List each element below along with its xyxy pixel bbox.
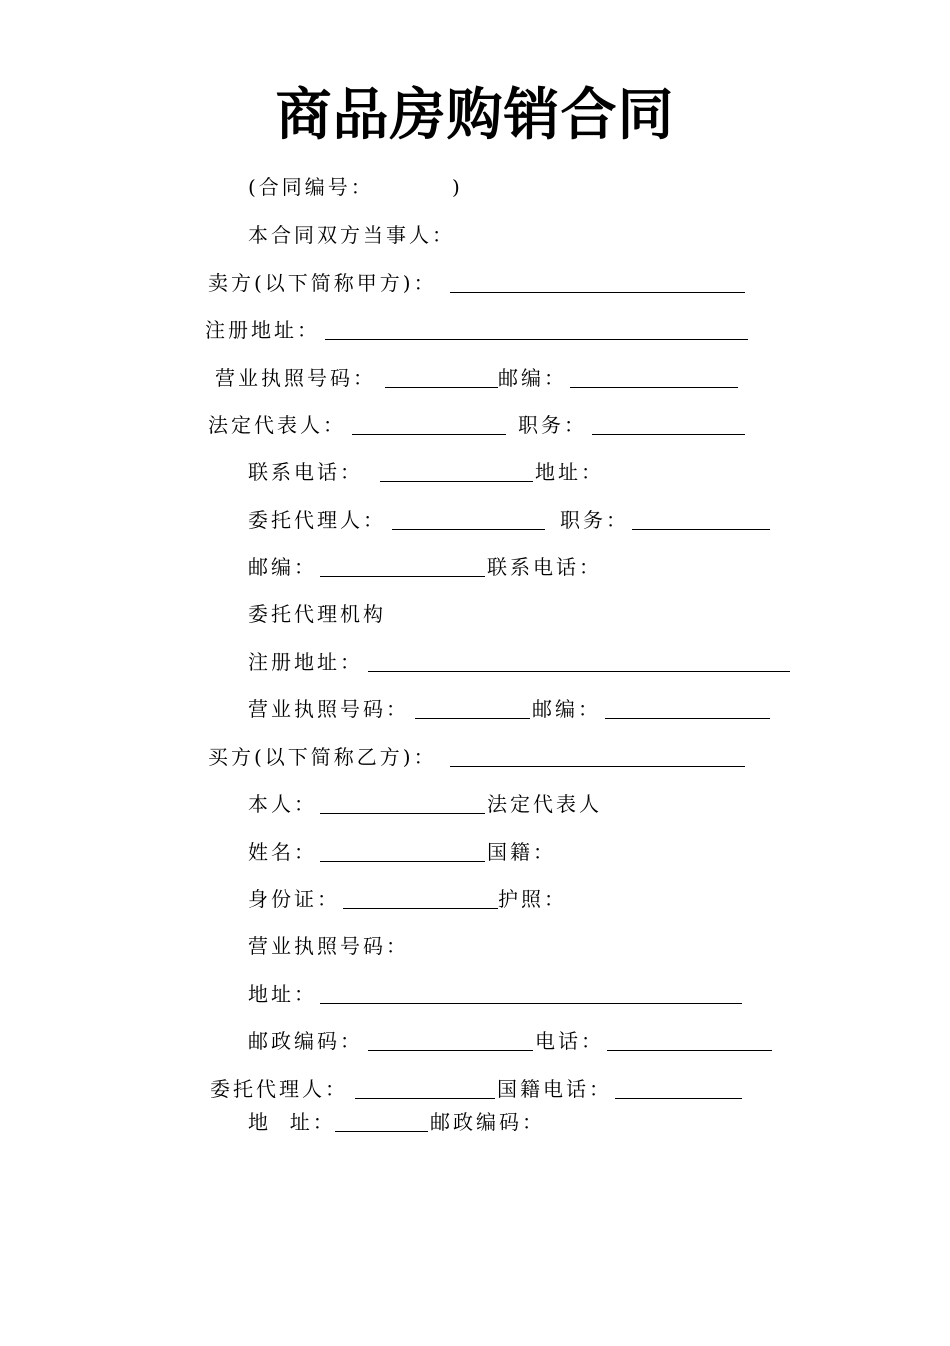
buyer-postal-code-blank — [368, 1050, 533, 1051]
buyer-id-card-blank — [343, 908, 498, 909]
seller-name-blank — [450, 292, 745, 293]
seller-position-blank — [592, 434, 745, 435]
seller-phone-blank — [380, 481, 533, 482]
contract-number-close: ) — [452, 175, 463, 199]
seller-legal-representative-blank — [352, 434, 506, 435]
seller-heading: 卖方(以下简称甲方)： — [208, 271, 437, 295]
buyer-legal-representative-label: 法定代表人 — [487, 792, 602, 816]
agency-business-license-label: 营业执照号码： — [248, 697, 409, 721]
seller-legal-representative-label: 法定代表人： — [208, 413, 346, 437]
seller-agency-label: 委托代理机构 — [248, 602, 386, 626]
seller-agent-position-blank — [632, 529, 770, 530]
buyer-agent-address-label: 地 址： — [248, 1110, 336, 1134]
buyer-agent-address-blank — [335, 1131, 428, 1132]
seller-business-license-label: 营业执照号码： — [215, 366, 376, 390]
buyer-address-blank — [320, 1003, 742, 1004]
buyer-passport-label: 护照： — [498, 887, 567, 911]
seller-registered-address-label: 注册地址： — [205, 318, 320, 342]
agency-registered-address-label: 注册地址： — [248, 650, 363, 674]
agency-postcode-label: 邮编： — [532, 697, 601, 721]
buyer-person-name-blank — [320, 861, 485, 862]
buyer-self-label: 本人： — [248, 792, 317, 816]
seller-agent-label: 委托代理人： — [248, 508, 386, 532]
buyer-self-blank — [320, 813, 485, 814]
seller-phone-label: 联系电话： — [248, 460, 363, 484]
seller-business-license-blank — [385, 387, 498, 388]
seller-agent-blank — [392, 529, 545, 530]
buyer-postal-code-label: 邮政编码： — [248, 1029, 363, 1053]
buyer-agent-label: 委托代理人： — [210, 1077, 348, 1101]
buyer-business-license-label: 营业执照号码： — [248, 934, 409, 958]
seller-postcode-blank — [570, 387, 738, 388]
buyer-id-card-label: 身份证： — [248, 887, 340, 911]
buyer-phone-blank — [607, 1050, 772, 1051]
contract-title: 商品房购销合同 — [275, 82, 675, 148]
seller-registered-address-blank — [325, 339, 748, 340]
seller-postcode-label: 邮编： — [498, 366, 567, 390]
parties-intro: 本合同双方当事人： — [248, 223, 455, 247]
seller-agent-postcode-blank — [320, 576, 485, 577]
buyer-address-label: 地址： — [248, 982, 317, 1006]
buyer-name-label: 姓名： — [248, 840, 317, 864]
seller-agent-phone-label: 联系电话： — [487, 555, 602, 579]
buyer-phone-label: 电话： — [535, 1029, 604, 1053]
buyer-nationality-label: 国籍： — [487, 840, 556, 864]
agency-business-license-blank — [415, 718, 530, 719]
seller-agent-position-label: 职务： — [560, 508, 629, 532]
buyer-agent-postal-code-label: 邮政编码： — [430, 1110, 545, 1134]
agency-postcode-blank — [605, 718, 770, 719]
contract-number-label: (合同编号： — [248, 175, 374, 199]
buyer-name-blank — [450, 766, 745, 767]
agency-registered-address-blank — [368, 671, 790, 672]
seller-address-label: 地址： — [535, 460, 604, 484]
buyer-heading: 买方(以下简称乙方)： — [208, 745, 437, 769]
seller-agent-postcode-label: 邮编： — [248, 555, 317, 579]
buyer-agent-nationality-phone-label: 国籍电话： — [497, 1077, 612, 1101]
buyer-agent-nationality-phone-blank — [615, 1098, 742, 1099]
buyer-agent-blank — [355, 1098, 495, 1099]
seller-position-label: 职务： — [518, 413, 587, 437]
